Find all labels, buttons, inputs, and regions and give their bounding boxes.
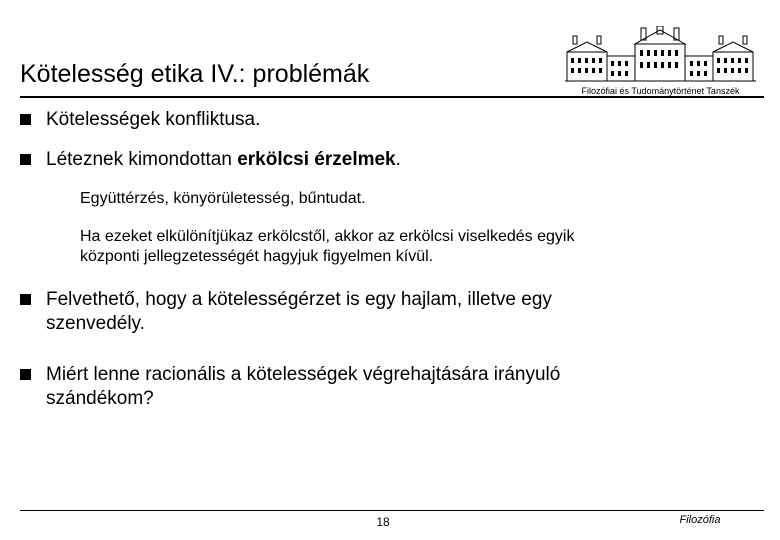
bullet-text xyxy=(46,363,736,411)
sub-point-line: központi jellegzetességét hagyjuk figyelmen kívül. xyxy=(80,248,434,265)
title-divider xyxy=(20,96,764,98)
bullet-text: Kötelességek konfliktusa. xyxy=(46,109,261,130)
bullet-line: Miért lenne racionális a kötelességek végrehajtására irányuló xyxy=(46,364,561,385)
bullet-line: szándékom? xyxy=(46,388,154,409)
university-building-logo xyxy=(563,26,758,84)
square-bullet-icon xyxy=(20,369,31,380)
logo-caption: Filozófiai és Tudománytörténet Tanszék xyxy=(581,86,740,96)
bullet-line: szenvedély. xyxy=(46,313,145,334)
sub-point xyxy=(80,227,740,267)
sub-point xyxy=(80,189,740,209)
bullet-text xyxy=(46,148,736,172)
bullet-text-emphasis: erkölcsi érzelmek xyxy=(237,149,396,170)
sub-point-text: Együttérzés, könyörületesség, bűntudat. xyxy=(80,190,366,207)
page-number: 18 xyxy=(376,515,390,529)
bullet-line: Felvethető, hogy a kötelességérzet is egy hajlam, illetve egy xyxy=(46,289,552,310)
bullet-text-end: . xyxy=(395,149,401,170)
square-bullet-icon xyxy=(20,114,31,125)
sub-point-line: Ha ezeket elkülönítjükaz erkölcstől, akkor az erkölcsi viselkedés egyik xyxy=(80,228,575,245)
footer-label: Filozófia xyxy=(679,514,721,526)
square-bullet-icon xyxy=(20,154,31,165)
footer-divider xyxy=(20,510,764,511)
bullet-text-start: Léteznek kimondottan xyxy=(46,149,238,170)
bullet-text xyxy=(46,288,736,336)
square-bullet-icon xyxy=(20,294,31,305)
slide-title: Kötelesség etika IV.: problémák xyxy=(20,60,370,88)
department-logo xyxy=(557,26,764,98)
